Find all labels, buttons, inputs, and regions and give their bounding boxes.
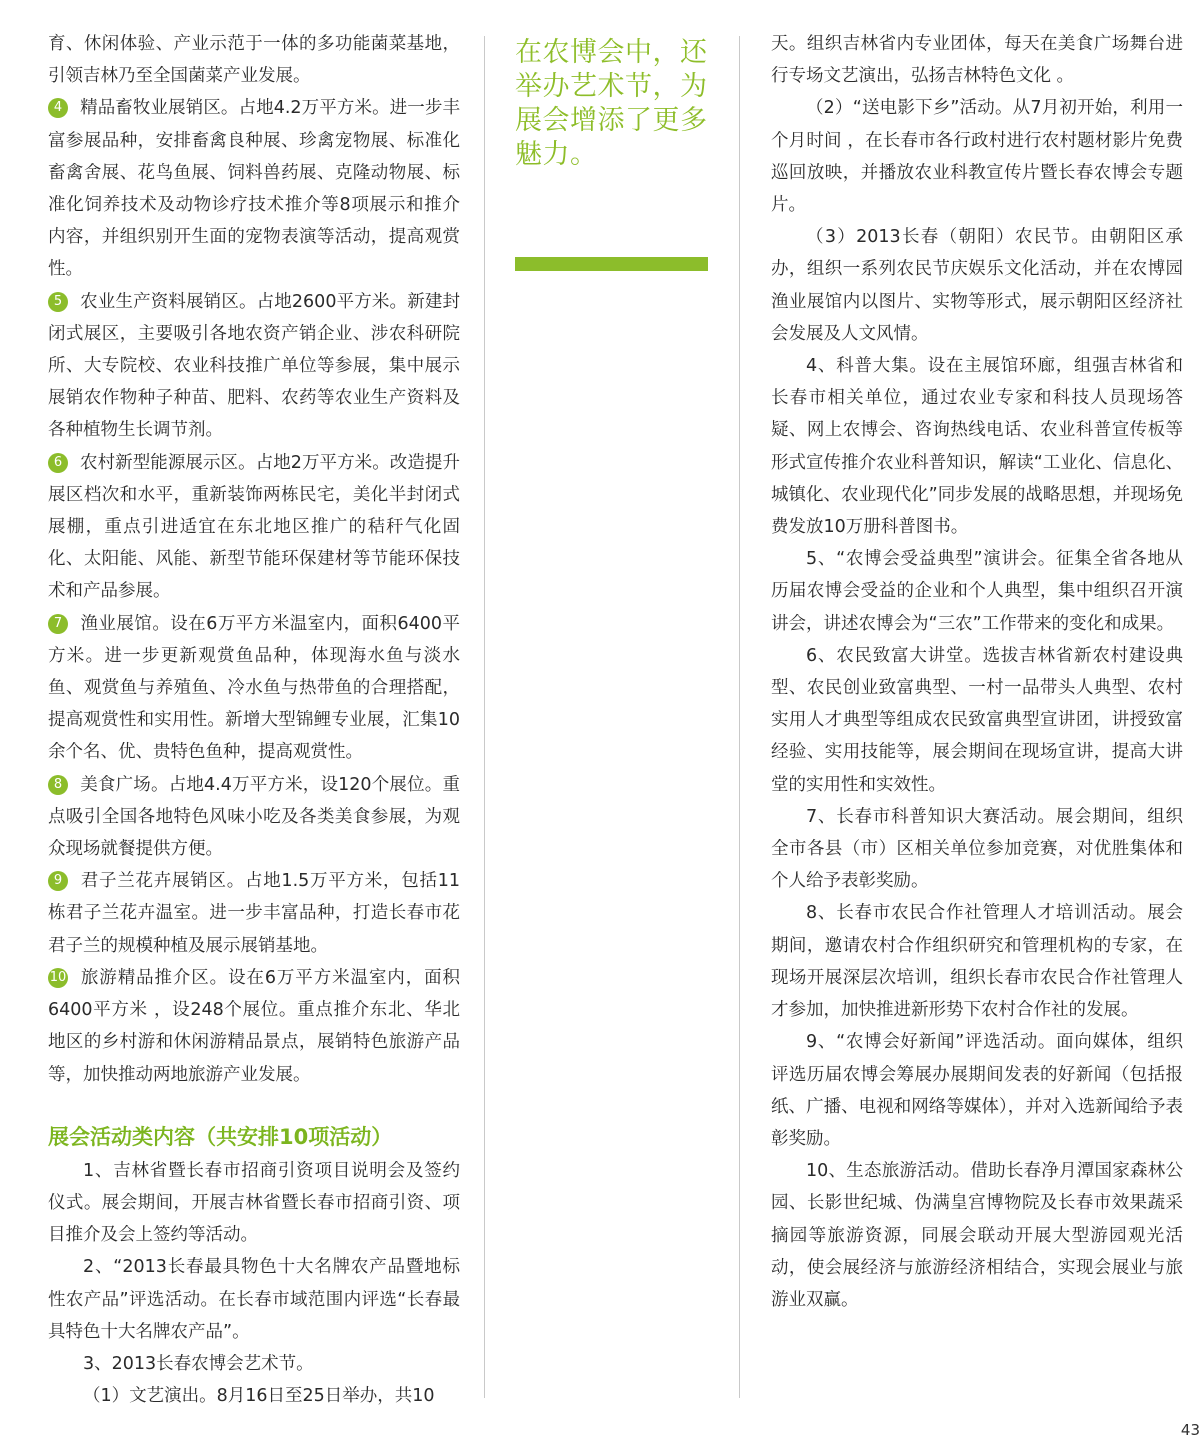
body-paragraph: 8、长春市农民合作社管理人才培训活动。展会期间，邀请农村合作组织研究和管理机构的专家，在现场开展深层次培训，组织长春市农民合作社管理人才参加，加快推进新形势下农村合作社的发展。 bbox=[771, 903, 1183, 1021]
list-item-4 bbox=[48, 92, 460, 285]
list-item-text: 旅游精品推介区。设在6万平方米温室内，面积6400平方米 ，设248个展位。重点推介东北、华北地区的乡村游和休闲游精品景点，展销特色旅游产品等，加快推动两地旅游产业发展。 bbox=[48, 967, 460, 1085]
body-paragraph: 6、农民致富大讲堂。选拔吉林省新农村建设典型、农民创业致富典型、一村一品带头人典型、农村实用人才典型等组成农民致富典型宣讲团，讲授致富经验、实用技能等，展会期间在现场宣讲，提高大讲堂的实用性和实效性。 bbox=[771, 645, 1183, 795]
list-item-text: 君子兰花卉展销区。占地1.5万平方米，包括11栋君子兰花卉温室。进一步丰富品种，打造长春市花君子兰的规模种植及展示展销基地。 bbox=[48, 871, 460, 956]
number-badge: 4 bbox=[48, 98, 68, 118]
activity-paragraph: （1）文艺演出。8月16日至25日举办，共10 bbox=[83, 1386, 435, 1407]
number-badge: 5 bbox=[48, 292, 68, 312]
list-item-text: 美食广场。占地4.4万平方米，设120个展位。重点吸引全国各地特色风味小吃及各类美食参展，为观众现场就餐提供方便。 bbox=[48, 774, 460, 860]
intro-paragraph: 育、休闲体验、产业示范于一体的多功能菌菜基地，引领吉林乃至全国菌菜产业发展。 bbox=[48, 34, 460, 87]
body-paragraph: （3）2013长春（朝阳）农民节。由朝阳区承办，组织一系列农民节庆娱乐文化活动，并在农博园渔业展馆内以图片、实物等形式，展示朝阳区经济社会发展及人文风情。 bbox=[771, 227, 1183, 344]
number-badge: 9 bbox=[48, 871, 68, 891]
body-paragraph: 天。组织吉林省内专业团体，每天在美食广场舞台进行专场文艺演出，弘扬吉林特色文化 。 bbox=[771, 34, 1183, 87]
list-item-text: 农村新型能源展示区。占地2万平方米。改造提升展区档次和水平，重新装饰两栋民宅，美化半封闭式展棚，重点引进适宜在东北地区推广的秸秆气化固化、太阳能、风能、新型节能环保建材等节能环保技术和产品参展。 bbox=[48, 452, 460, 602]
list-item-9 bbox=[48, 865, 460, 962]
middle-column bbox=[515, 28, 711, 271]
body-paragraph: 4、科普大集。设在主展馆环廊，组强吉林省和长春市相关单位，通过农业专家和科技人员现场答疑、网上农博会、咨询热线电话、农业科普宣传板等形式宣传推介农业科普知识，解读“工业化、信息化、城镇化、农业现代化”同步发展的战略思想，并现场免费发放10万册科普图书。 bbox=[771, 356, 1183, 538]
body-paragraph: 7、长春市科普知识大赛活动。展会期间，组织全市各县（市）区相关单位参加竞赛，对优胜集体和个人给予表彰奖励。 bbox=[771, 806, 1183, 892]
body-paragraph: 10、生态旅游活动。借助长春净月潭国家森林公园、长影世纪城、伪满皇宫博物院及长春市效果蔬采摘园等旅游资源，同展会联动开展大型游园观光活动，使会展经济与旅游经济相结合，实现会展业与旅游业双赢。 bbox=[771, 1161, 1183, 1310]
list-item-text: 精品畜牧业展销区。占地4.2万平方米。进一步丰富参展品种，安排畜禽良种展、珍禽宠物展、标准化畜禽舍展、花鸟鱼展、饲料兽药展、克隆动物展、标准化饲养技术及动物诊疗技术推介等8项展示和推介内容，并组织别开生面的宠物表演等活动，提高观赏性。 bbox=[48, 98, 460, 280]
list-item-10 bbox=[48, 962, 460, 1091]
list-item-5 bbox=[48, 286, 460, 447]
number-badge: 6 bbox=[48, 453, 68, 473]
number-badge: 10 bbox=[48, 968, 68, 988]
left-column bbox=[48, 28, 460, 1412]
body-paragraph: （2）“送电影下乡”活动。从7月初开始，利用一个月时间 ，在长春市各行政村进行农村题材影片免费巡回放映，并播放农业科教宣传片暨长春农博会专题片。 bbox=[771, 98, 1183, 216]
pull-quote: 在农博会中，还举办艺术节，为展会增添了更多魅力。 bbox=[515, 37, 708, 170]
list-item-8 bbox=[48, 769, 460, 866]
list-item-text: 渔业展馆。设在6万平方米温室内，面积6400平方米。进一步更新观赏鱼品种，体现海水鱼与淡水鱼、观赏鱼与养殖鱼、冷水鱼与热带鱼的合理搭配，提高观赏性和实用性。新增大型锦鲤专业展，汇集10余个名、优、贵特色鱼种，提高观赏性。 bbox=[48, 613, 460, 763]
list-item-text: 农业生产资料展销区。占地2600平方米。新建封闭式展区，主要吸引各地农资产销企业、涉农科研院所、大专院校、农业科技推广单位等参展，集中展示展销农作物种子种苗、肥料、农药等农业生产资料及各种植物生长调节剂。 bbox=[48, 291, 460, 441]
accent-bar bbox=[515, 257, 708, 271]
activity-paragraph: 2、“2013长春最具物色十大名牌农产品暨地标性农产品”评选活动。在长春市域范围内评选“长春最具特色十大名牌农产品”。 bbox=[48, 1257, 460, 1342]
body-paragraph: 5、“农博会受益典型”演讲会。征集全省各地从历届农博会受益的企业和个人典型，集中组织召开演讲会，讲述农博会为“三农”工作带来的变化和成果。 bbox=[771, 549, 1183, 634]
right-column bbox=[771, 28, 1183, 1316]
number-badge: 7 bbox=[48, 614, 68, 634]
page-number: 43 bbox=[1180, 1421, 1200, 1439]
number-badge: 8 bbox=[48, 775, 68, 795]
body-paragraph: 9、“农博会好新闻”评选活动。面向媒体，组织评选历届农博会筹展办展期间发表的好新闻（包括报纸、广播、电视和网络等媒体），并对入选新闻给予表彰奖励。 bbox=[771, 1032, 1183, 1149]
list-item-7 bbox=[48, 608, 460, 769]
section-heading: 展会活动类内容（共安排10项活动） bbox=[48, 1124, 393, 1149]
column-divider-right bbox=[739, 36, 740, 1398]
activity-paragraph: 3、2013长春农博会艺术节。 bbox=[83, 1353, 314, 1374]
column-divider-left bbox=[484, 36, 485, 1398]
activity-paragraph: 1、吉林省暨长春市招商引资项目说明会及签约仪式。展会期间，开展吉林省暨长春市招商引资、项目推介及会上签约等活动。 bbox=[48, 1160, 460, 1246]
list-item-6 bbox=[48, 447, 460, 608]
